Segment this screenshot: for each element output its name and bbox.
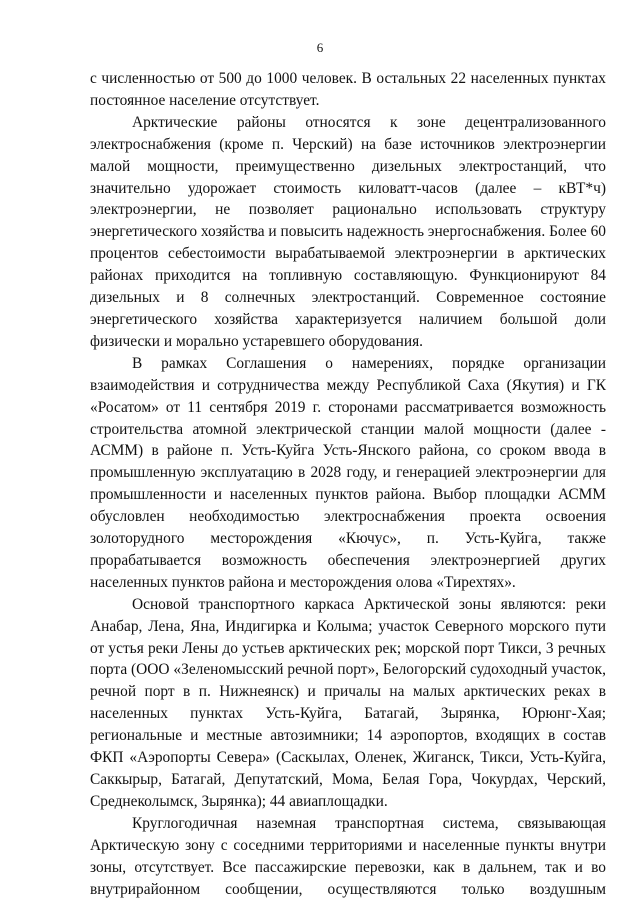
document-body <box>90 68 606 900</box>
paragraph: Основой транспортного каркаса Арктической зоны являются: реки Анабар, Лена, Яна, Индигирка и Колыма; участок Северного морского пути от устья реки Лены до устьев арктических рек; морской порт Тикси, 3 речных порта (ООО «Зеленомысский речной порт», Белогорский судоходный участок, речной порт в п. Нижнеянск) и причалы на малых арктических реках в населенных пунктах Усть-Куйга, Батагай, Зырянка, Юрюнг-Хая; региональные и местные автозимники; 14 аэропортов, входящих в состав ФКП «Аэропорты Севера» (Саскылах, Оленек, Жиганск, Тикси, Усть-Куйга, Саккырыр, Батагай, Депутатский, Мома, Белая Гора, Чокурдах, Черский, Среднеколымск, Зырянка); 44 авиаплощадки. <box>90 595 606 810</box>
paragraph: Круглогодичная наземная транспортная система, связывающая Арктическую зону с соседними территориями и населенные пункты внутри зоны, отсутствует. Все пассажирские перевозки, как в дальнем, так и во внутрирайонном сообщении, осуществляются только воздушным <box>90 814 606 898</box>
paragraph: Арктические районы относятся к зоне децентрализованного электроснабжения (кроме п. Черский) на базе источников электроэнергии малой мощности, преимущественно дизельных электростанций, что значительно удорожает стоимость киловатт-часов (далее – кВТ*ч) электроэнергии, не позволяет рационально использовать структуру энергетического хозяйства и повысить надежность энергоснабжения. Более 60 процентов себестоимости вырабатываемой электроэнергии в арктических районах приходится на топливную составляющую. Функционируют 84 дизельных и 8 солнечных электростанций. Современное состояние энергетического хозяйства характеризуется наличием большой доли физически и морально устаревшего оборудования. <box>90 113 606 350</box>
paragraph: В рамках Соглашения о намерениях, порядке организации взаимодействия и сотрудничества между Республикой Саха (Якутия) и ГК «Росатом» от 11 сентября 2019 г. сторонами рассматривается возможность строительства атомной электрической станции малой мощности (далее - АСММ) в районе п. Усть-Куйга Усть-Янского района, со сроком ввода в промышленную эксплуатацию в 2028 году, и генерацией электроэнергии для промышленности и населенных пунктов района. Выбор площадки АСММ обусловлен необходимостью электроснабжения проекта освоения золоторудного месторождения «Кючус», п. Усть-Куйга, также прорабатывается возможность обеспечения электроэнергией других населенных пунктов района и месторождения олова «Тирехтях». <box>90 354 606 591</box>
page-number: 6 <box>316 40 324 55</box>
paragraph: с численностью от 500 до 1000 человек. В остальных 22 населенных пунктах постоянное население отсутствует. <box>90 70 606 109</box>
